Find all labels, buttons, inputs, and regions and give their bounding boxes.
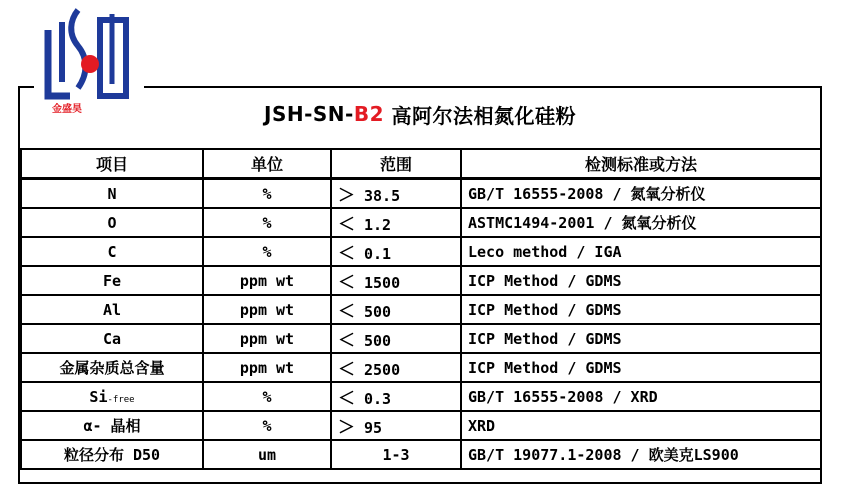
item-label: Fe — [102, 271, 122, 290]
range-symbol: ＞ — [338, 186, 355, 206]
cell-item — [21, 382, 203, 411]
range-value: 1-3 — [382, 445, 410, 464]
range-value: 38.5 — [364, 187, 401, 205]
table-row — [21, 295, 821, 324]
table-row — [21, 237, 821, 266]
cell-range — [331, 382, 461, 411]
cell-method: ICP Method / GDMS — [461, 266, 821, 295]
item-label: O — [107, 213, 117, 232]
range-symbol: ＜ — [338, 302, 355, 322]
cell-range — [331, 179, 461, 209]
table-row — [21, 440, 821, 469]
svg-text:金盛昊: 金盛昊 — [52, 104, 82, 115]
table-row — [21, 324, 821, 353]
range-symbol: ＞ — [338, 418, 355, 438]
cell-unit: ppm wt — [203, 295, 331, 324]
cell-item — [21, 411, 203, 440]
logo-mark-icon — [34, 4, 144, 116]
cell-unit: % — [203, 237, 331, 266]
range-value: 95 — [364, 419, 383, 437]
cell-unit: % — [203, 208, 331, 237]
cell-method: GB/T 19077.1-2008 / 欧美克LS900 — [461, 440, 821, 469]
cell-range — [331, 237, 461, 266]
item-subscript: -free — [107, 394, 135, 405]
table-row — [21, 208, 821, 237]
cell-method: ASTMC1494-2001 / 氮氧分析仪 — [461, 208, 821, 237]
range-value: 1500 — [364, 274, 401, 292]
title-prefix: JSH-SN- — [264, 102, 354, 126]
cell-range — [331, 353, 461, 382]
cell-item — [21, 295, 203, 324]
item-label: C — [107, 242, 117, 261]
range-symbol: ＜ — [338, 389, 355, 409]
spec-table — [20, 148, 822, 470]
item-label: Ca — [102, 329, 122, 348]
cell-method: ICP Method / GDMS — [461, 353, 821, 382]
item-label: Si — [89, 387, 108, 406]
item-label: α- 晶相 — [83, 417, 141, 435]
cell-item — [21, 353, 203, 382]
title-accent: B2 — [353, 102, 385, 126]
range-symbol: ＜ — [338, 273, 355, 293]
cell-method: Leco method / IGA — [461, 237, 821, 266]
cell-range — [331, 208, 461, 237]
cell-unit: % — [203, 382, 331, 411]
cell-unit: ppm wt — [203, 266, 331, 295]
range-symbol: ＜ — [338, 215, 355, 235]
company-logo — [34, 4, 144, 116]
cell-item — [21, 440, 203, 469]
range-symbol: ＜ — [338, 360, 355, 380]
header-range: 范围 — [331, 149, 461, 179]
cell-method: GB/T 16555-2008 / 氮氧分析仪 — [461, 179, 821, 209]
table-row — [21, 353, 821, 382]
cell-method: XRD — [461, 411, 821, 440]
cell-range — [331, 411, 461, 440]
item-label: 粒径分布 D50 — [63, 446, 161, 464]
range-value: 500 — [364, 303, 392, 321]
table-row — [21, 411, 821, 440]
header-method: 检测标准或方法 — [461, 149, 821, 179]
range-value: 0.1 — [364, 245, 392, 263]
cell-unit: % — [203, 179, 331, 209]
range-symbol: ＜ — [338, 331, 355, 351]
cell-method: ICP Method / GDMS — [461, 295, 821, 324]
range-value: 1.2 — [364, 216, 392, 234]
cell-item — [21, 179, 203, 209]
cell-item — [21, 324, 203, 353]
header-item: 项目 — [21, 149, 203, 179]
cell-range — [331, 266, 461, 295]
cell-range — [331, 440, 461, 469]
cell-range — [331, 295, 461, 324]
range-symbol: ＜ — [338, 244, 355, 264]
table-header-row — [21, 149, 821, 179]
cell-item — [21, 266, 203, 295]
cell-unit: ppm wt — [203, 324, 331, 353]
table-row — [21, 266, 821, 295]
range-value: 2500 — [364, 361, 401, 379]
item-label: 金属杂质总含量 — [59, 359, 165, 377]
title-suffix: 高阿尔法相氮化硅粉 — [384, 103, 576, 128]
cell-unit: um — [203, 440, 331, 469]
table-row — [21, 179, 821, 209]
range-value: 500 — [364, 332, 392, 350]
item-label: Al — [102, 300, 122, 319]
range-value: 0.3 — [364, 390, 392, 408]
cell-method: ICP Method / GDMS — [461, 324, 821, 353]
cell-range — [331, 324, 461, 353]
cell-item — [21, 237, 203, 266]
cell-method: GB/T 16555-2008 / XRD — [461, 382, 821, 411]
item-label: N — [107, 184, 117, 203]
cell-unit: ppm wt — [203, 353, 331, 382]
table-row — [21, 382, 821, 411]
cell-unit: % — [203, 411, 331, 440]
header-unit: 单位 — [203, 149, 331, 179]
cell-item — [21, 208, 203, 237]
